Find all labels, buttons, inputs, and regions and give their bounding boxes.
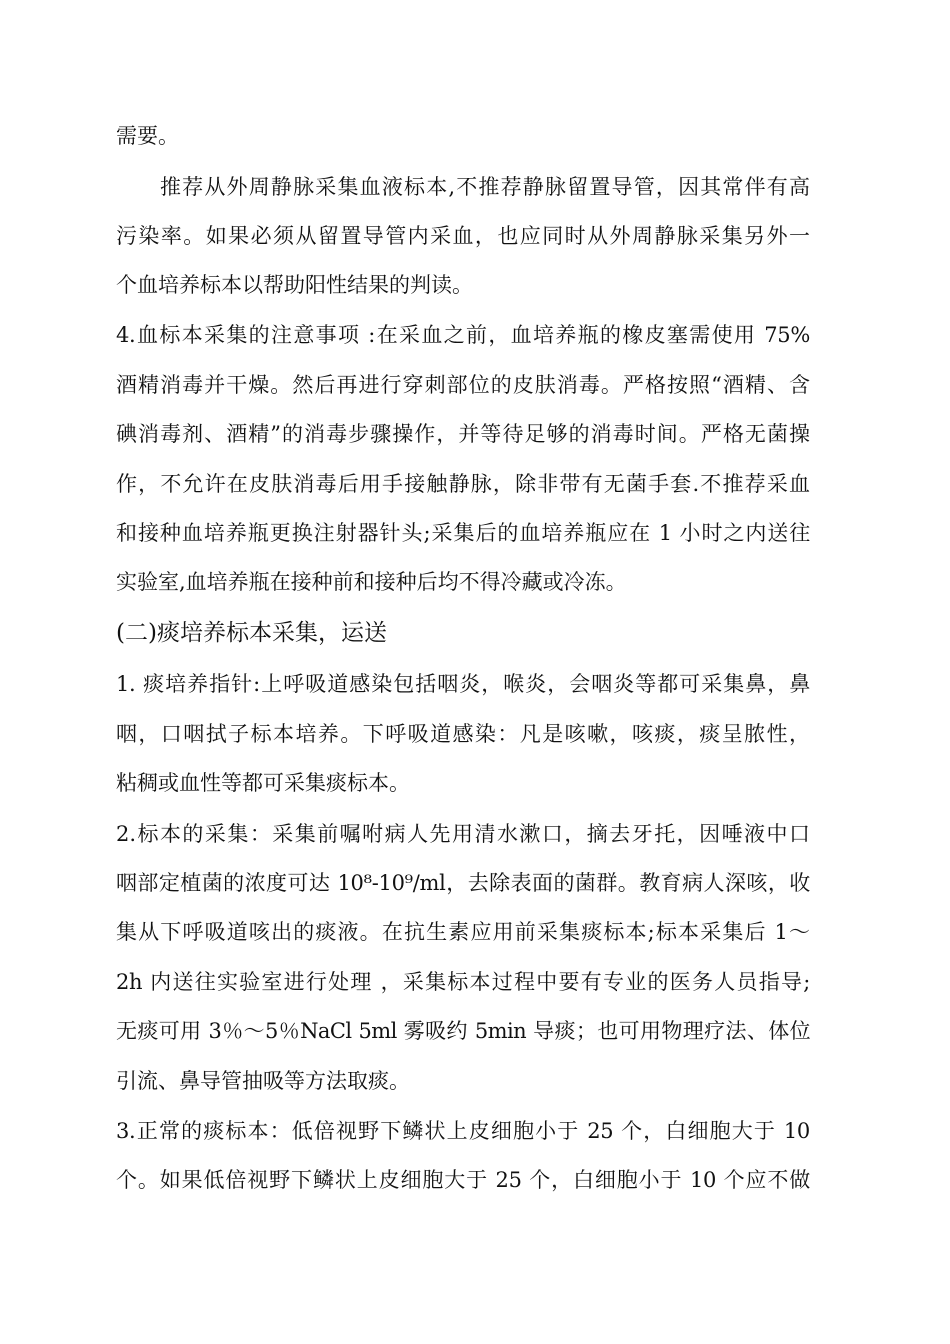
paragraph-line: 推荐从外周静脉采集血液标本,不推荐静脉留置导管，因其常伴有高 (160, 175, 810, 199)
paragraph-line: 引流、鼻导管抽吸等方法取痰。 (116, 1069, 410, 1093)
paragraph-line: 4.血标本采集的注意事项 :在采血之前，血培养瓶的橡皮塞需使用 75% (116, 323, 810, 347)
paragraph-line: 粘稠或血性等都可采集痰标本。 (116, 771, 410, 795)
paragraph-line: 碘消毒剂、酒精”的消毒步骤操作，并等待足够的消毒时间。严格无菌操 (116, 422, 810, 446)
paragraph-line: 2.标本的采集：采集前嘱咐病人先用清水漱口，摘去牙托，因唾液中口 (116, 822, 810, 846)
paragraph-line: 咽部定植菌的浓度可达 10⁸-10⁹/ml，去除表面的菌群。教育病人深咳，收 (116, 871, 810, 895)
section-heading: (二)痰培养标本采集，运送 (116, 620, 387, 646)
paragraph-line: 咽，口咽拭子标本培养。下呼吸道感染：凡是咳嗽，咳痰，痰呈脓性， (116, 722, 810, 746)
paragraph-line: 1. 痰培养指针:上呼吸道感染包括咽炎，喉炎，会咽炎等都可采集鼻，鼻 (116, 672, 810, 696)
paragraph-line: 2h 内送往实验室进行处理 ，采集标本过程中要有专业的医务人员指导; (116, 970, 810, 994)
paragraph-line: 需要。 (116, 124, 179, 148)
paragraph-line: 个血培养标本以帮助阳性结果的判读。 (116, 273, 473, 297)
paragraph-line: 3.正常的痰标本：低倍视野下鳞状上皮细胞小于 25 个，白细胞大于 10 (116, 1119, 810, 1143)
paragraph-line: 无痰可用 3％～5％NaCl 5ml 雾吸约 5min 导痰；也可用物理疗法、体位 (116, 1019, 810, 1043)
paragraph-line: 作，不允许在皮肤消毒后用手接触静脉，除非带有无菌手套.不推荐采血 (116, 472, 810, 496)
paragraph-line: 实验室,血培养瓶在接种前和接种后均不得冷藏或冷冻。 (116, 570, 627, 594)
paragraph-line: 污染率。如果必须从留置导管内采血，也应同时从外周静脉采集另外一 (116, 224, 810, 248)
paragraph-line: 和接种血培养瓶更换注射器针头;采集后的血培养瓶应在 1 小时之内送往 (116, 521, 810, 545)
paragraph-line: 酒精消毒并干燥。然后再进行穿刺部位的皮肤消毒。严格按照“酒精、含 (116, 373, 810, 397)
paragraph-line: 个。如果低倍视野下鳞状上皮细胞大于 25 个，白细胞小于 10 个应不做 (116, 1168, 810, 1192)
paragraph-line: 集从下呼吸道咳出的痰液。在抗生素应用前采集痰标本;标本采集后 1～ (116, 920, 810, 944)
